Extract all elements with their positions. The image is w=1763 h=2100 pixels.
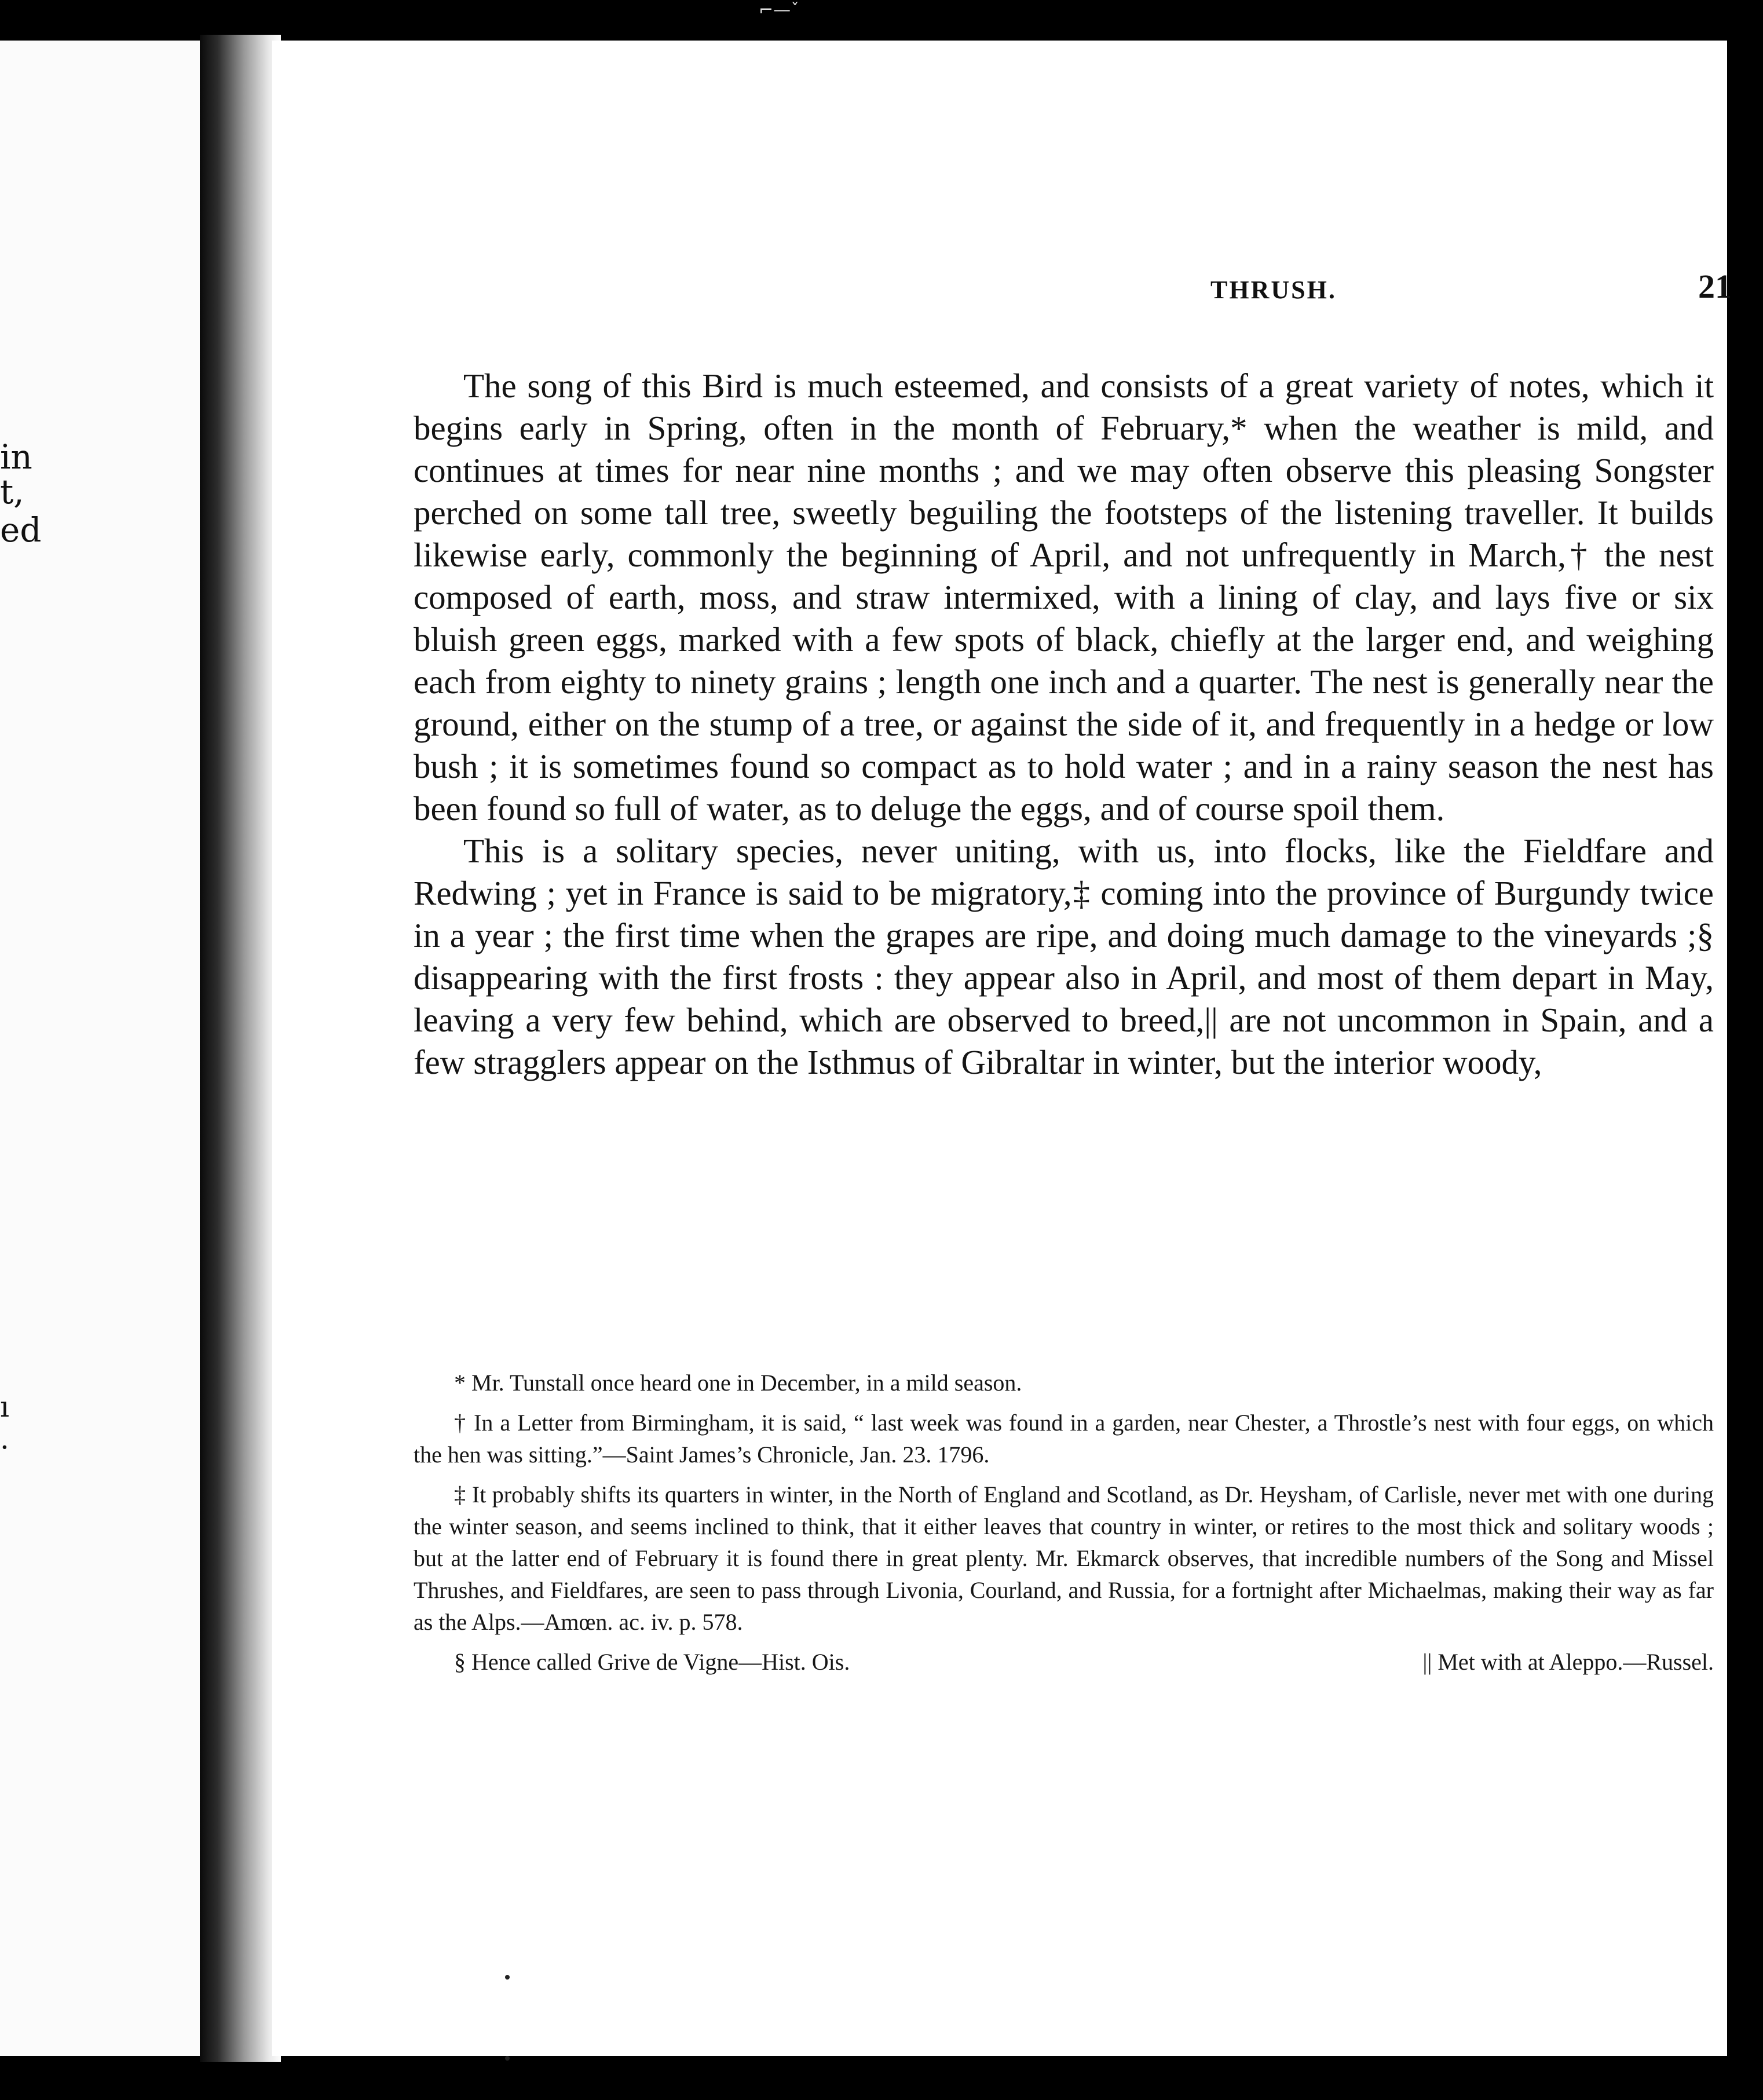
footnote-row <box>414 1646 1714 1678</box>
footnote: ‡ It probably shifts its quarters in winter, in the North of England and Scotland, as Dr. Heysham, of Carlisle, never met with one during the winter season, and seems inclined to think, that it either leaves that country in winter, or retires to the most thick and solitary woods ; but at the latter end of February it is found there in great plenty. Mr. Ekmarck observes, that incredible numbers of the Song and Missel Thrushes, and Fieldfares, are seen to pass through Livonia, Courland, and Russia, for a fortnight after Michaelmas, making their way as far as the Alps.—Amœn. ac. iv. p. 578. <box>414 1481 1714 1635</box>
footnote: * Mr. Tunstall once heard one in December, in a mild season. <box>454 1370 1022 1396</box>
footnotes <box>414 1367 1714 1678</box>
binding-mark: ⌐—ˇ <box>759 0 800 20</box>
left-edge-mark: ı <box>0 1390 9 1424</box>
dot-mark <box>505 2056 510 2061</box>
left-edge-mark: · <box>0 1431 9 1464</box>
printer-dots <box>498 1975 521 2068</box>
paragraph: This is a solitary species, never uniting, with us, into flocks, like the Fieldfare and Redwing ; yet in France is said to be migratory,‡ coming into the province of Burgundy twice in a year ; the first time when the grapes are ripe, and doing much damage to the vineyards ;§ disappearing with the first frosts : they appear also in April, and most of them depart in May, leaving a very few behind, which are observed to breed,|| are not uncommon in Spain, and a few stragglers appear on the Isthmus of Gibraltar in winter, but the interior woody, <box>414 832 1714 1081</box>
footnote: || Met with at Aleppo.—Russel. <box>1422 1649 1714 1675</box>
dot-mark <box>505 1975 510 1980</box>
page-header <box>585 264 1732 316</box>
left-fragment: in <box>0 437 32 477</box>
left-page-edge <box>0 41 200 2056</box>
paragraph: The song of this Bird is much esteemed, and consists of a great variety of notes, which it begins early in Spring, often in the month of February,* when the weather is mild, and continues at times for near nine months ; and we may often observe this pleasing Songster perched on some tall tree, sweetly beguiling the footsteps of the listening traveller. It builds likewise early, commonly the beginning of April, and not unfrequently in March,† the nest composed of earth, moss, and straw intermixed, with a lining of clay, and lays five or six bluish green eggs, marked with a few spots of black, chiefly at the larger end, and weighing each from eighty to ninety grains ; length one inch and a quarter. The nest is generally near the ground, either on the stump of a tree, or against the side of it, and frequently in a hedge or low bush ; it is sometimes found so compact as to hold water ; and in a rainy season the nest has been found so full of water, as to deluge the eggs, and of course spoil them. <box>414 367 1714 828</box>
footnote: § Hence called Grive de Vigne—Hist. Ois. <box>454 1649 850 1675</box>
left-fragment: t, <box>0 472 24 511</box>
running-head: THRUSH. <box>1210 276 1337 304</box>
gutter-shadow <box>200 35 281 2062</box>
footnote: † In a Letter from Birmingham, it is said, “ last week was found in a garden, near Chester, a Throstle’s nest with four eggs, on which the hen was sitting.”—Saint James’s Chronicle, Jan. 23. 1796. <box>414 1410 1714 1468</box>
book-page <box>272 41 1732 2056</box>
left-fragment: ed <box>0 510 42 550</box>
main-text <box>414 365 1714 1084</box>
page-number: 21 <box>1698 268 1732 305</box>
